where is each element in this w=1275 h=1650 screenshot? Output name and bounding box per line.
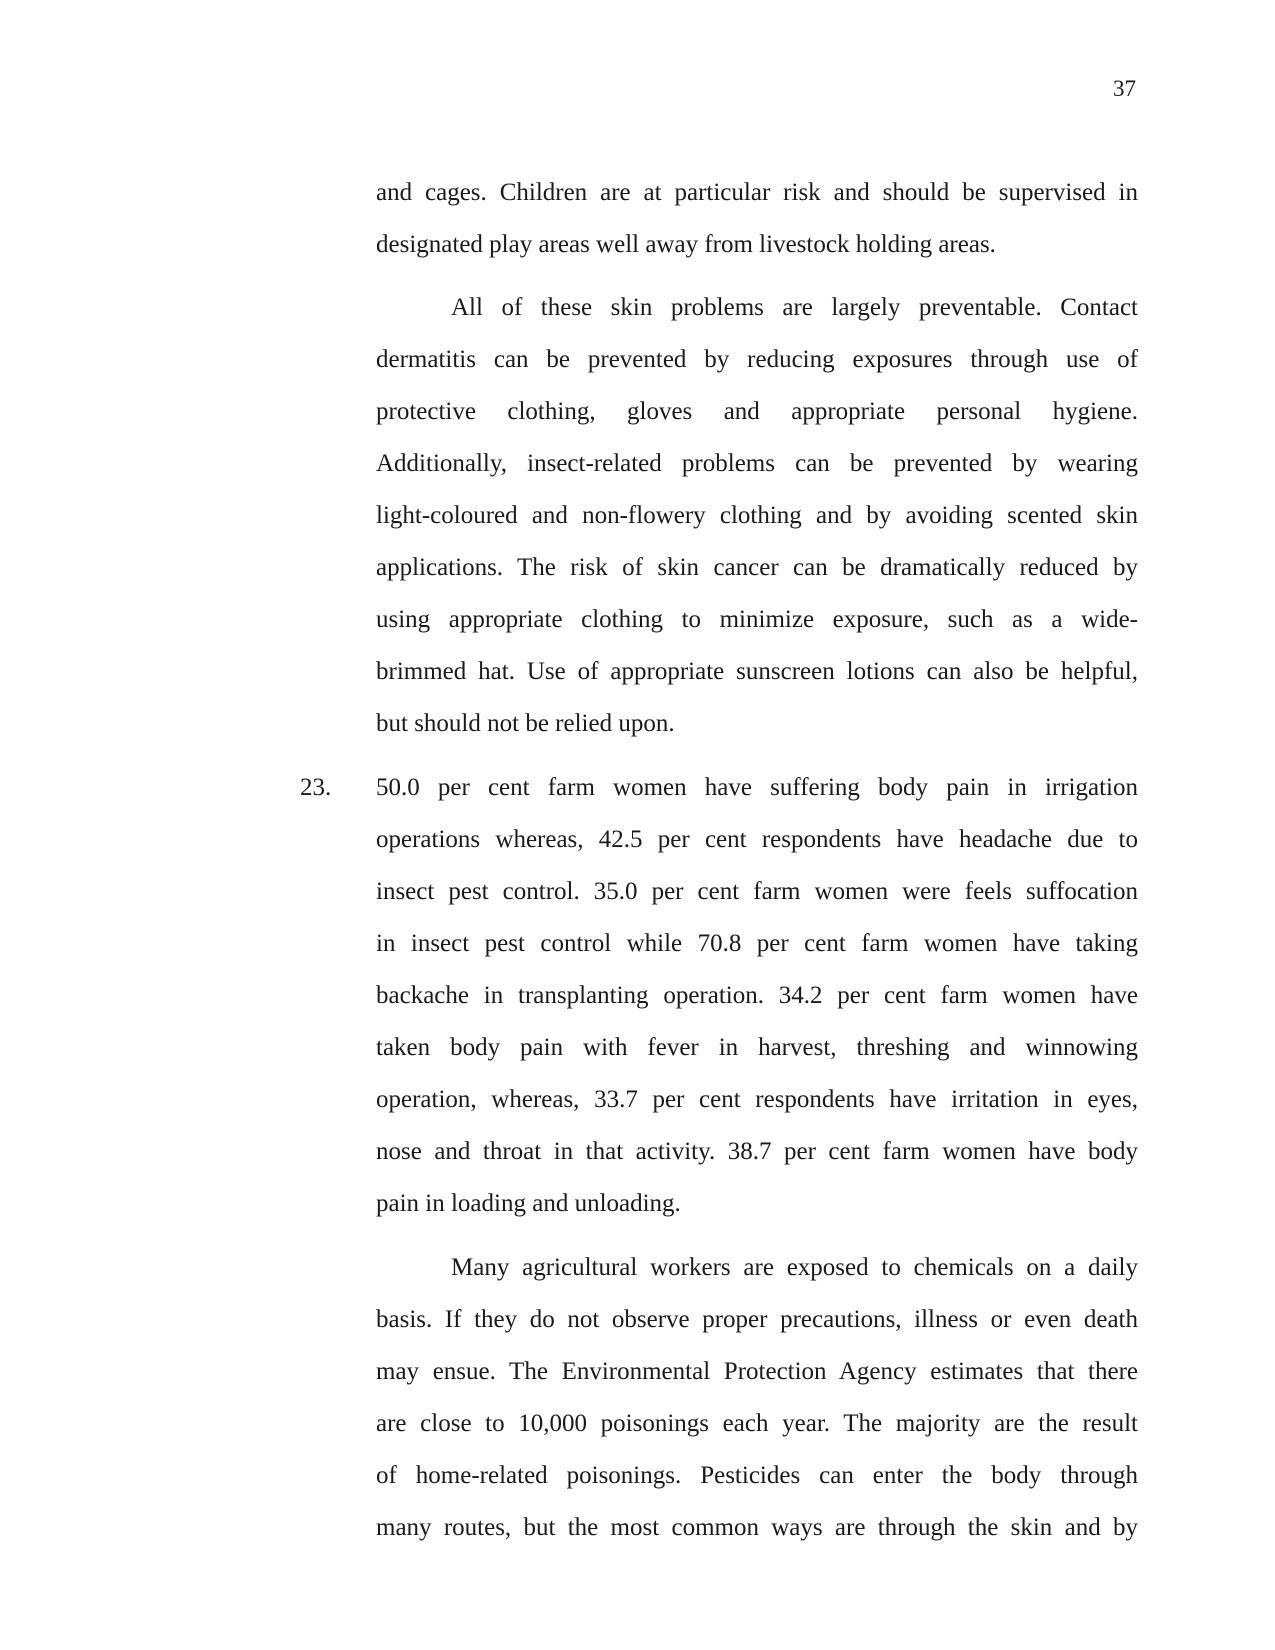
text-line: designated play areas well away from livestock holding areas. [376,231,996,258]
text-line: light-coloured and non-flowery clothing and by avoiding scented skin [376,502,1138,529]
text-line: of home-related poisonings. Pesticides can enter the body through [376,1462,1138,1489]
item-number: 23. [300,774,332,801]
text-line: applications. The risk of skin cancer can be dramatically reduced by [376,554,1138,581]
text-line: operations whereas, 42.5 per cent respondents have headache due to [376,826,1138,853]
text-line: and cages. Children are at particular risk and should be supervised in [376,179,1138,206]
text-line: All of these skin problems are largely preventable. Contact [451,294,1138,321]
text-line: in insect pest control while 70.8 per cent farm women have taking [376,930,1138,957]
page-number: 37 [1113,76,1136,101]
text-line: Additionally, insect-related problems can be prevented by wearing [376,450,1138,477]
text-line: protective clothing, gloves and appropriate personal hygiene. [376,398,1138,425]
text-line: basis. If they do not observe proper precautions, illness or even death [376,1306,1138,1333]
text-line: backache in transplanting operation. 34.2 per cent farm women have [376,982,1138,1009]
text-line: 50.0 per cent farm women have suffering body pain in irrigation [376,774,1138,801]
text-line: may ensue. The Environmental Protection Agency estimates that there [376,1358,1138,1385]
text-line: brimmed hat. Use of appropriate sunscreen lotions can also be helpful, [376,658,1138,685]
text-line: dermatitis can be prevented by reducing exposures through use of [376,346,1138,373]
text-line: many routes, but the most common ways are through the skin and by [376,1514,1138,1541]
text-line: taken body pain with fever in harvest, threshing and winnowing [376,1034,1138,1061]
text-line: using appropriate clothing to minimize exposure, such as a wide- [376,606,1138,633]
text-line: pain in loading and unloading. [376,1190,681,1217]
text-line: nose and throat in that activity. 38.7 per cent farm women have body [376,1138,1138,1165]
text-line: but should not be relied upon. [376,710,675,737]
text-line: are close to 10,000 poisonings each year. The majority are the result [376,1410,1138,1437]
text-line: insect pest control. 35.0 per cent farm women were feels suffocation [376,878,1138,905]
text-line: Many agricultural workers are exposed to chemicals on a daily [451,1254,1138,1281]
text-line: operation, whereas, 33.7 per cent respondents have irritation in eyes, [376,1086,1138,1113]
